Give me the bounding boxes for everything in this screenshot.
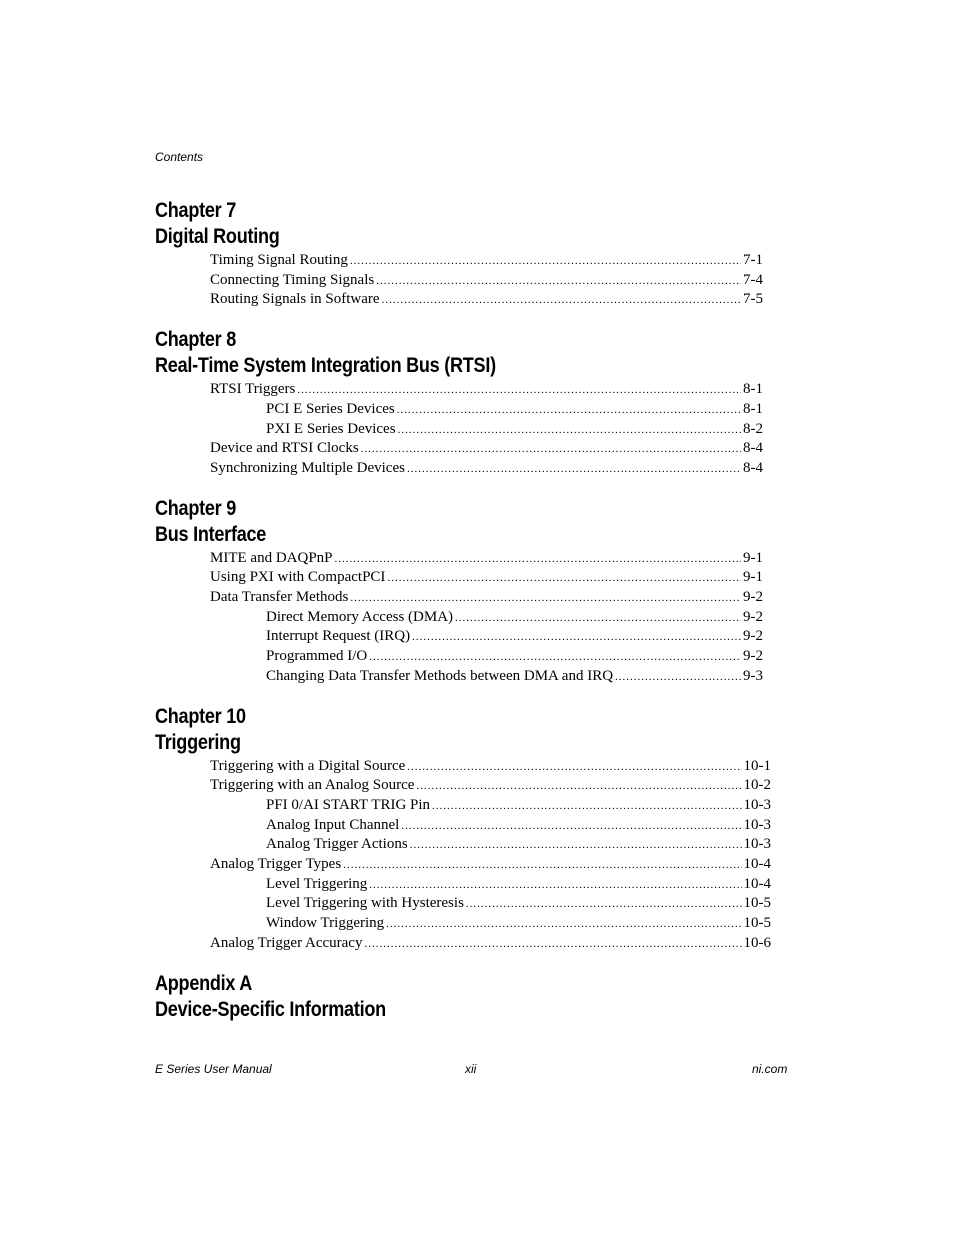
- toc-entry-page: 8-4: [743, 440, 763, 457]
- toc-subentry[interactable]: [266, 627, 763, 647]
- toc-entry-page: 10-4: [743, 875, 771, 892]
- toc-entry-page: 8-2: [743, 420, 763, 437]
- toc-entry[interactable]: [210, 459, 763, 479]
- chapter-number: Chapter 10: [155, 704, 246, 728]
- toc-entry[interactable]: [210, 568, 763, 588]
- footer-page-number: xii: [465, 1062, 477, 1076]
- toc-entry-label: PCI E Series Devices: [266, 400, 395, 417]
- toc-entry[interactable]: [210, 588, 763, 608]
- dot-leader: [416, 777, 741, 796]
- toc-entry-page: 10-3: [743, 816, 771, 833]
- toc-entry-page: 10-6: [743, 934, 771, 951]
- toc-entry-label: Routing Signals in Software: [210, 291, 380, 308]
- toc-subentry[interactable]: [266, 816, 771, 836]
- toc-subentry[interactable]: [266, 796, 771, 816]
- dot-leader: [350, 589, 741, 608]
- toc-entry-page: 8-4: [743, 459, 763, 476]
- toc-entry-label: Analog Input Channel: [266, 816, 400, 833]
- chapter-number: Chapter 7: [155, 199, 236, 222]
- dot-leader: [369, 876, 741, 895]
- dot-leader: [397, 401, 741, 420]
- dot-leader: [350, 252, 741, 271]
- toc-entry-page: 10-3: [743, 796, 771, 813]
- dot-leader: [343, 856, 741, 875]
- dot-leader: [382, 291, 741, 310]
- toc-subentry[interactable]: [266, 914, 771, 934]
- dot-leader: [376, 272, 741, 291]
- chapter-number: Chapter 9: [155, 496, 236, 520]
- toc-entry-list: [155, 380, 763, 479]
- chapter-title[interactable]: Digital Routing: [155, 225, 280, 248]
- chapter-title[interactable]: Bus Interface: [155, 522, 267, 546]
- toc-subentry[interactable]: [266, 894, 771, 914]
- toc-entry-label: Device and RTSI Clocks: [210, 440, 359, 457]
- dot-leader: [466, 895, 742, 914]
- toc-subentry[interactable]: [266, 835, 771, 855]
- toc-subentry[interactable]: [266, 647, 763, 667]
- toc-entry[interactable]: [210, 776, 771, 796]
- toc-chapter: [155, 198, 763, 310]
- toc-entry-label: Timing Signal Routing: [210, 252, 348, 268]
- toc-entry-list: [155, 549, 763, 687]
- toc-entry-page: 10-4: [743, 856, 771, 873]
- toc-entry-page: 10-2: [743, 777, 771, 794]
- toc-entry-page: 10-5: [743, 895, 771, 912]
- toc-entry[interactable]: [210, 855, 771, 875]
- toc-entry-label: Connecting Timing Signals: [210, 271, 375, 288]
- toc-entry-label: Analog Trigger Types: [210, 856, 342, 873]
- toc-entry-page: 8-1: [743, 381, 763, 398]
- dot-leader: [412, 628, 741, 647]
- toc-entry-list: [155, 251, 763, 310]
- toc-entry-label: Direct Memory Access (DMA): [266, 608, 454, 625]
- toc-subentry[interactable]: [266, 400, 763, 420]
- toc-entry-page: 9-2: [743, 589, 763, 606]
- dot-leader: [297, 381, 741, 400]
- toc-entry[interactable]: [210, 290, 763, 310]
- toc-entry-label: Using PXI with CompactPCI: [210, 569, 386, 586]
- toc-entry-page: 7-5: [743, 291, 763, 308]
- dot-leader: [455, 609, 741, 628]
- toc-entry-page: 9-2: [743, 628, 763, 645]
- toc-entry-label: Changing Data Transfer Methods between DMA and IRQ: [266, 667, 614, 684]
- dot-leader: [398, 421, 741, 440]
- toc-subentry[interactable]: [266, 875, 771, 895]
- toc-entry-label: Analog Trigger Accuracy: [210, 934, 363, 951]
- toc-entry-label: PFI 0/AI START TRIG Pin: [266, 796, 431, 813]
- toc-entry-label: RTSI Triggers: [210, 381, 296, 398]
- toc-entry-page: 9-3: [743, 667, 763, 684]
- chapter-number: Appendix A: [155, 971, 253, 995]
- dot-leader: [410, 836, 742, 855]
- toc-entry[interactable]: [210, 380, 763, 400]
- table-of-contents: [155, 198, 771, 1040]
- toc-entry[interactable]: [210, 271, 763, 291]
- toc-entry-page: 8-1: [743, 400, 763, 417]
- toc-entry[interactable]: [210, 934, 771, 954]
- dot-leader: [432, 797, 741, 816]
- footer-website: ni.com: [752, 1062, 788, 1076]
- toc-entry-label: PXI E Series Devices: [266, 420, 396, 437]
- toc-entry-label: Level Triggering: [266, 875, 368, 892]
- toc-entry[interactable]: [210, 757, 771, 777]
- toc-entry-page: 9-2: [743, 648, 763, 665]
- toc-entry-page: 10-5: [743, 915, 771, 932]
- toc-entry-label: Triggering with a Digital Source: [210, 757, 406, 774]
- toc-entry-page: 10-3: [743, 836, 771, 853]
- dot-leader: [401, 817, 741, 836]
- toc-chapter: [155, 704, 771, 954]
- dot-leader: [407, 758, 741, 777]
- toc-subentry[interactable]: [266, 667, 763, 687]
- chapter-number: Chapter 8: [155, 328, 236, 352]
- toc-entry-page: 10-1: [743, 757, 771, 774]
- dot-leader: [364, 935, 741, 954]
- toc-entry-label: MITE and DAQPnP: [210, 549, 333, 566]
- toc-entry-label: Data Transfer Methods: [210, 589, 349, 606]
- toc-entry-list: [155, 757, 771, 954]
- dot-leader: [361, 440, 741, 459]
- toc-entry-label: Synchronizing Multiple Devices: [210, 459, 405, 476]
- toc-entry-page: 9-1: [743, 569, 763, 586]
- dot-leader: [615, 668, 741, 687]
- footer-manual-title: E Series User Manual: [155, 1062, 272, 1076]
- toc-entry-label: Level Triggering with Hysteresis: [266, 895, 464, 912]
- chapter-title[interactable]: Triggering: [155, 730, 241, 754]
- toc-entry-page: 7-4: [743, 271, 763, 288]
- toc-entry[interactable]: [210, 251, 763, 271]
- toc-subentry[interactable]: [266, 608, 763, 628]
- toc-chapter: [155, 327, 763, 479]
- chapter-title[interactable]: Real-Time System Integration Bus (RTSI): [155, 354, 496, 378]
- toc-entry[interactable]: [210, 549, 763, 569]
- toc-entry-label: Window Triggering: [266, 915, 385, 932]
- toc-entry[interactable]: [210, 439, 763, 459]
- dot-leader: [387, 569, 741, 588]
- toc-entry-label: Interrupt Request (IRQ): [266, 628, 411, 645]
- toc-chapter: [155, 971, 763, 1023]
- toc-entry-label: Analog Trigger Actions: [266, 836, 408, 853]
- toc-entry-page: 9-2: [743, 608, 763, 625]
- chapter-title[interactable]: Device-Specific Information: [155, 997, 386, 1021]
- toc-entry-label: Triggering with an Analog Source: [210, 777, 415, 794]
- dot-leader: [386, 915, 741, 934]
- dot-leader: [407, 460, 741, 479]
- dot-leader: [335, 550, 742, 569]
- toc-entry-label: Programmed I/O: [266, 648, 368, 665]
- toc-entry-page: 9-1: [743, 549, 763, 566]
- toc-chapter: [155, 496, 763, 687]
- toc-entry-page: 7-1: [743, 252, 763, 268]
- dot-leader: [369, 648, 741, 667]
- running-head: Contents: [155, 150, 204, 164]
- toc-subentry[interactable]: [266, 420, 763, 440]
